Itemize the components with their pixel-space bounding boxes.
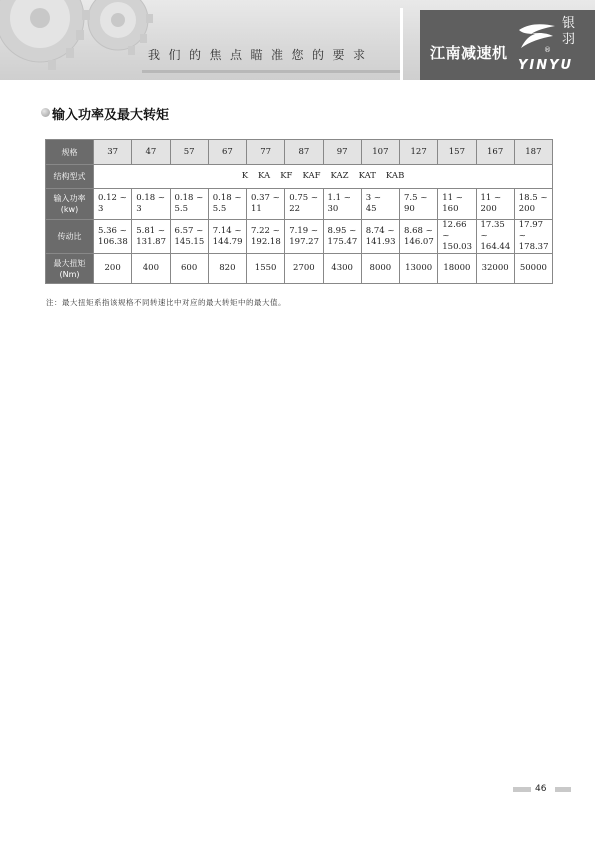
power-line2: 30 xyxy=(327,204,339,214)
header-rule xyxy=(142,70,400,73)
torque-cell: 18000 xyxy=(438,254,476,284)
sizes-cell: 187 xyxy=(514,140,552,165)
brand-name: 江南减速机 xyxy=(430,44,508,62)
power-cell xyxy=(514,189,552,220)
ratio-line2: 197.27 xyxy=(289,236,319,247)
power-cell xyxy=(438,189,476,220)
spec-table xyxy=(45,139,553,284)
ratio-line2: 175.47 xyxy=(327,236,358,247)
ratio-line2: 131.87 xyxy=(136,236,166,247)
row-label-torque-line2: (Nm) xyxy=(59,269,80,279)
ratio-line2: 150.03 xyxy=(442,242,472,252)
header-divider xyxy=(400,8,403,80)
ratio-line1: 7.14 ~ xyxy=(212,225,242,236)
type-item: KAZ xyxy=(330,171,349,181)
footer-bar-left xyxy=(513,787,531,792)
power-line1: 0.18 ~ xyxy=(136,193,165,203)
ratio-line1: 7.19 ~ xyxy=(289,225,318,236)
row-label-torque-line1: 最大扭矩 xyxy=(53,258,86,268)
header-slogan: 我们的焦点瞄准您的要求 xyxy=(148,48,374,62)
power-cell xyxy=(132,189,170,220)
torque-cell: 2700 xyxy=(285,254,323,284)
power-line1: 0.75 ~ xyxy=(289,193,318,203)
torque-cell: 32000 xyxy=(476,254,514,284)
power-cell xyxy=(208,189,246,220)
power-cell xyxy=(285,189,323,220)
ratio-line2: 145.15 xyxy=(174,236,205,247)
ratio-line1: 8.68 ~ xyxy=(404,225,433,236)
power-line1: 11 ~ xyxy=(480,193,502,203)
torque-cell: 50000 xyxy=(514,254,552,284)
type-item: K xyxy=(241,171,249,181)
sizes-cell: 127 xyxy=(400,140,438,165)
power-line2: 5.5 xyxy=(174,204,189,214)
sizes-cell: 57 xyxy=(170,140,208,165)
ratio-line1: 17.35 ~ xyxy=(480,220,505,241)
ratio-cell xyxy=(208,220,246,254)
power-line1: 0.12 ~ xyxy=(98,193,127,203)
sizes-cell: 107 xyxy=(361,140,399,165)
ratio-line1: 8.95 ~ xyxy=(327,225,357,236)
footnote: 注：最大扭矩系指该规格不同转速比中对应的最大转矩中的最大值。 xyxy=(46,298,286,307)
power-line1: 11 ~ xyxy=(442,193,463,203)
ratio-line2: 164.44 xyxy=(480,242,511,252)
ratio-cell xyxy=(438,220,476,254)
power-line2: 45 xyxy=(365,204,377,214)
ratio-cell xyxy=(285,220,323,254)
ratio-line2: 141.93 xyxy=(365,236,396,247)
power-line1: 0.18 ~ xyxy=(212,193,242,203)
power-line2: 3 xyxy=(98,204,104,214)
table-row-torque xyxy=(46,254,553,284)
type-item: KAT xyxy=(358,171,376,181)
type-item: KA xyxy=(258,171,271,181)
ratio-cell xyxy=(400,220,438,254)
ratio-cell xyxy=(132,220,170,254)
power-cell xyxy=(361,189,399,220)
types-list xyxy=(94,171,552,182)
ratio-cell xyxy=(170,220,208,254)
row-label-torque xyxy=(46,254,94,284)
ratio-cell xyxy=(94,220,132,254)
brand-logo-icon xyxy=(515,20,561,52)
sizes-cell: 87 xyxy=(285,140,323,165)
ratio-cell xyxy=(476,220,514,254)
torque-cell: 13000 xyxy=(400,254,438,284)
ratio-line1: 7.22 ~ xyxy=(251,225,280,236)
sizes-cell: 67 xyxy=(208,140,246,165)
row-label-ratio: 传动比 xyxy=(46,220,94,254)
power-line2: 11 xyxy=(251,204,262,214)
sizes-cell: 37 xyxy=(94,140,132,165)
sizes-cell: 77 xyxy=(247,140,285,165)
ratio-line1: 17.97 ~ xyxy=(518,220,544,241)
ratio-line1: 5.81 ~ xyxy=(136,225,165,236)
type-item: KAB xyxy=(385,171,405,181)
ratio-cell xyxy=(361,220,399,254)
table-row-power xyxy=(46,189,553,220)
power-cell xyxy=(94,189,132,220)
power-line2: 160 xyxy=(442,204,459,214)
power-cell xyxy=(170,189,208,220)
torque-cell: 400 xyxy=(132,254,170,284)
power-line2: 90 xyxy=(404,204,415,214)
ratio-line1: 8.74 ~ xyxy=(365,225,395,236)
torque-cell: 1550 xyxy=(247,254,285,284)
sizes-cell: 157 xyxy=(438,140,476,165)
types-cell xyxy=(94,165,553,189)
ratio-line2: 106.38 xyxy=(98,236,128,247)
sizes-cell: 97 xyxy=(323,140,361,165)
section-title: 输入功率及最大转矩 xyxy=(52,108,170,123)
power-line2: 22 xyxy=(289,204,301,214)
brand-en: YINYU xyxy=(518,58,574,73)
row-label-power-line1: 输入功率 xyxy=(53,194,86,203)
ratio-line1: 6.57 ~ xyxy=(174,225,204,236)
gear-decoration xyxy=(0,0,170,80)
power-cell xyxy=(476,189,514,220)
power-cell xyxy=(247,189,285,220)
table-row-spec xyxy=(46,140,553,165)
torque-cell: 600 xyxy=(170,254,208,284)
ratio-line1: 12.66 ~ xyxy=(442,220,467,241)
sizes-cell: 47 xyxy=(132,140,170,165)
ratio-line1: 5.36 ~ xyxy=(98,225,127,236)
power-line1: 3 ~ xyxy=(365,193,381,203)
brand-registered: ® xyxy=(544,46,551,54)
page-header xyxy=(0,0,595,80)
power-line2: 200 xyxy=(518,204,535,214)
brand-block xyxy=(420,10,595,80)
power-line1: 0.37 ~ xyxy=(251,193,280,203)
ratio-line2: 146.07 xyxy=(404,236,434,247)
torque-cell: 200 xyxy=(94,254,132,284)
page-number: 46 xyxy=(535,784,547,794)
power-line2: 5.5 xyxy=(212,204,227,214)
power-cell xyxy=(323,189,361,220)
power-cell xyxy=(400,189,438,220)
ratio-cell xyxy=(247,220,285,254)
power-line2: 200 xyxy=(480,204,497,214)
table-row-ratio xyxy=(46,220,553,254)
sizes-cell: 167 xyxy=(476,140,514,165)
ratio-line2: 178.37 xyxy=(518,242,549,252)
power-line1: 7.5 ~ xyxy=(404,193,428,203)
power-line2: 3 xyxy=(136,204,142,214)
section-bullet-icon xyxy=(41,108,50,117)
row-label-spec: 规格 xyxy=(46,140,94,165)
row-label-power-line2: (kw) xyxy=(60,205,79,214)
type-item: KAF xyxy=(302,171,321,181)
row-label-type: 结构型式 xyxy=(46,165,94,189)
power-line1: 1.1 ~ xyxy=(327,193,351,203)
ratio-cell xyxy=(323,220,361,254)
torque-cell: 8000 xyxy=(361,254,399,284)
footer-bar-right xyxy=(555,787,571,792)
ratio-line2: 192.18 xyxy=(251,236,281,247)
brand-cn: 银羽 xyxy=(562,16,576,47)
torque-cell: 820 xyxy=(208,254,246,284)
power-line1: 0.18 ~ xyxy=(174,193,204,203)
table-row-type xyxy=(46,165,553,189)
torque-cell: 4300 xyxy=(323,254,361,284)
power-line1: 18.5 ~ xyxy=(518,193,548,203)
type-item: KF xyxy=(280,171,293,181)
ratio-line2: 144.79 xyxy=(212,236,243,247)
ratio-cell xyxy=(514,220,552,254)
row-label-power xyxy=(46,189,94,220)
